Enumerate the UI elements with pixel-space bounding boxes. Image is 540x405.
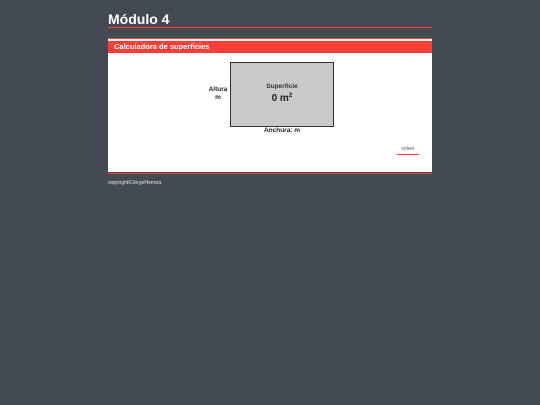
- surface-rectangle: [230, 62, 334, 127]
- width-label: Anchura: m: [263, 127, 301, 134]
- height-unit: m: [215, 94, 221, 101]
- height-label: [205, 86, 231, 102]
- surface-value-text: 0 m: [271, 93, 289, 104]
- height-label-text: Altura: [208, 86, 228, 93]
- page-title: Módulo 4: [108, 11, 170, 27]
- copyright-text: copyright©JorgeHerrera: [108, 180, 162, 186]
- back-link[interactable]: volver: [397, 146, 419, 155]
- surface-label: Superficie: [266, 83, 298, 90]
- surface-value: [231, 92, 333, 104]
- bottom-divider: [108, 173, 432, 174]
- calculator-header: Calculadora de superficies: [108, 41, 432, 53]
- surface-exponent: 2: [288, 92, 293, 99]
- title-divider: [108, 27, 432, 28]
